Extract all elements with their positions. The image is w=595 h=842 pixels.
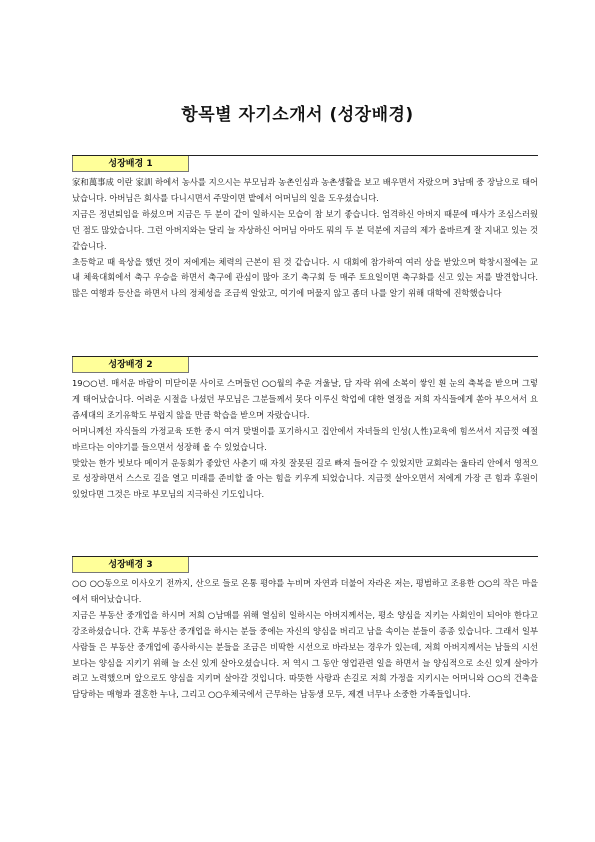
section-growth-3 <box>72 556 538 703</box>
section-body <box>72 576 538 703</box>
paragraph: ○○ ○○동으로 이사오기 전까지, 산으로 들로 온통 평야를 누비며 자연과 더불어 자라온 저는, 평범하고 조용한 ○○의 작은 마을에서 태어났습니다. <box>72 578 538 604</box>
section-header <box>72 556 538 574</box>
paragraph: 家和萬事成 이란 家訓 하에서 농사를 지으시는 부모님과 농촌인심과 농촌생활을 보고 배우면서 자랐으며 3남매 중 장남으로 태어났습니다. 아버님은 회사를 다니시면서 주말이면 밭에서 어머님의 일을 도우셨습니다. <box>72 177 538 203</box>
section-growth-2 <box>72 356 538 503</box>
section-label: 성장배경 2 <box>72 357 189 373</box>
section-header <box>72 155 538 173</box>
document-title: 항목별 자기소개서 (성장배경) <box>181 105 414 125</box>
paragraph: 어머니께선 자식들의 가정교육 또한 중시 여겨 맞벌이를 포기하시고 집안에서 자녀들의 인성(人性)교육에 힘쓰셔서 지금껏 예절 바르다는 이야기를 들으면서 성장해 올 수 있었습니다. <box>72 425 538 452</box>
paragraph: 맞았는 한가 빗보다 메이거 운동회가 좋았던 사춘기 때 자칫 잘못된 길로 빠져 들어갈 수 있었지만 교회라는 울타리 안에서 영적으로 성장하면서 스스로 길을 열고 미래를 준비할 줄 아는 힘을 키우게 되었습니다. 지금껏 살아오면서 저에게 가장 큰 힘과 후원이 있었다면 그것은 바로 부모님의 지극하신 기도입니다. <box>72 457 538 500</box>
section-label: 성장배경 3 <box>72 557 189 573</box>
paragraph: 초등학교 때 육상을 했던 것이 저에게는 체력의 근본이 된 것 같습니다. 시 대회에 참가하여 여러 상을 받았으며 학창시절에는 교내 체육대회에서 축구 우승을 하면서 축구에 관심이 많아 조기 축구회 등 매주 토요일이면 축구화를 신고 있는 저를 발견합니다. 많은 여행과 등산을 하면서 나의 정체성을 조금씩 알았고, 여기에 머물지 않고 좀더 나를 알기 위해 대학에 진학했습니다 <box>72 256 538 299</box>
section-growth-1 <box>72 155 538 302</box>
section-header <box>72 356 538 374</box>
paragraph: 지금은 부동산 중개업을 하시며 저희 ○남매를 위해 열심히 일하시는 아버지께서는, 평소 양심을 지키는 사회인이 되어야 한다고 강조하셨습니다. 간혹 부동산 중개업을 하시는 분들 중에는 자신의 양심을 버리고 남을 속이는 분들이 종종 있습니다. 그래서 일부 사람들 은 부동산 중개업에 종사하시는 분들을 조금은 비딱한 시선으로 바라보는 경우가 있는데, 저희 아버지께서는 남들의 시선보다는 양심을 지키기 위해 늘 소신 있게 살아오셨습니다. 저 역시 그 동안 영업관련 일을 하면서 늘 양심적으로 소신 있게 살아가려고 노력했으며 앞으로도 양심을 지키며 살아갈 것입니다. 따뜻한 사랑과 손길로 저희 가정을 지키시는 어머니와 ○○의 건축을 담당하는 매형과 결혼한 누나, 그리고 ○○우체국에서 근무하는 남동생 모두, 제겐 너무나 소중한 가족들입니다. <box>72 609 538 700</box>
section-body <box>72 175 538 302</box>
paragraph: 지금은 정년퇴임을 하셨으며 지금은 두 분이 같이 일하시는 모습이 참 보기 좋습니다. 엄격하신 아버지 때문에 매사가 조심스러웠던 점도 많았습니다. 그런 아버지와는 달리 늘 자상하신 어머님 아마도 뭐의 두 분 덕분에 지금의 제가 올바르게 잘 지내고 있는 것 같습니다. <box>72 208 538 251</box>
paragraph: 19○○년. 매서운 바람이 미닫이문 사이로 스며들던 ○○월의 추운 겨울날, 담 자락 위에 소복이 쌓인 흰 눈의 축복을 받으며 그렇게 태어났습니다. 어려운 시절을 나셨던 부모님은 그분들께서 못다 이루신 학업에 대한 열정을 저희 자식들에게 쏟아 부으셔서 요즘세대의 조기유학도 부럽지 않을 만큼 학습을 받으며 자랐습니다. <box>72 378 538 420</box>
section-body <box>72 376 538 503</box>
section-label: 성장배경 1 <box>72 156 189 172</box>
